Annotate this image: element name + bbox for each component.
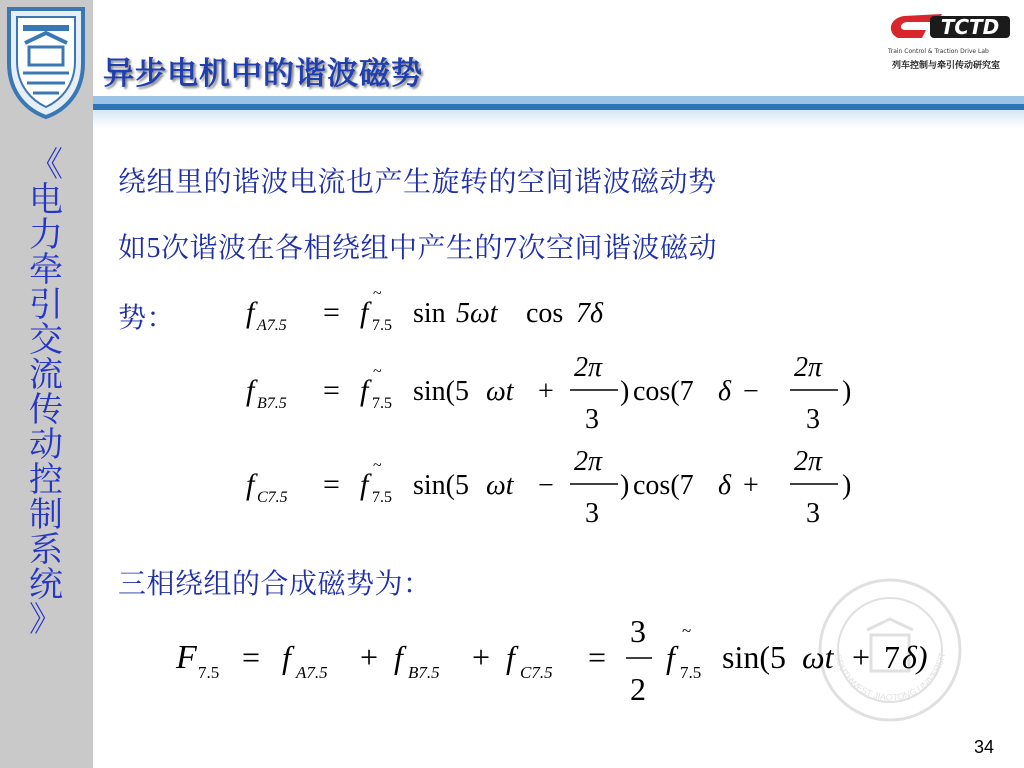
eq2-close1: )	[620, 376, 630, 407]
eq3-f2: f	[360, 468, 369, 501]
side-title-char: 电	[29, 180, 63, 220]
paragraph-3: 势：	[118, 301, 176, 334]
eq2-den1: 3	[585, 404, 599, 435]
side-title-char: 《	[29, 145, 63, 185]
watermark-text: SOUTHWEST JIAOTONG UNIVERSITY	[811, 567, 948, 703]
eq4-seven: 7	[884, 639, 900, 675]
university-logo	[3, 3, 89, 121]
side-course-title	[8, 145, 84, 640]
eq4-wt: ωt	[802, 639, 834, 675]
eq1-cos: cos	[526, 298, 564, 329]
eq3-tilde: ~	[373, 457, 382, 474]
header-bar-gradient	[93, 110, 1024, 128]
eq4-eq1: =	[242, 639, 261, 675]
lab-logo-name: 列车控制与牵引传动研究室	[892, 61, 1001, 71]
eq4-num: 3	[630, 613, 646, 649]
paragraph-2-a: 如	[118, 231, 147, 264]
eq1-sub2: 7.5	[372, 317, 392, 334]
eq2-wt: ωt	[486, 376, 514, 407]
side-title-char: 》	[29, 600, 63, 640]
header-bar-light	[93, 96, 1024, 104]
eq3-cos: cos(7	[633, 470, 694, 501]
eq2-cos: cos(7	[633, 376, 694, 407]
paragraph-2-c: 次空间谐波磁动	[517, 231, 718, 264]
paragraph-4: 三相绕组的合成磁势为：	[118, 567, 432, 600]
side-title-char: 统	[29, 565, 63, 605]
eq1-eq: =	[323, 296, 340, 329]
eq4-plus3: +	[852, 639, 871, 675]
side-title-char: 引	[29, 285, 63, 325]
side-title-char: 交	[29, 320, 63, 360]
side-title-char: 牵	[29, 250, 63, 290]
eq2-delta: δ	[718, 376, 732, 407]
paragraph-2-n2: 7	[503, 233, 518, 264]
eq3-num2: 2π	[794, 446, 823, 477]
eq4-plus2: +	[472, 639, 491, 675]
eq3-num1: 2π	[574, 446, 603, 477]
eq4-delta: δ)	[902, 639, 928, 675]
eq1-arg2: 7δ	[576, 298, 604, 329]
eq4-f: f	[666, 639, 675, 675]
eq1-tilde: ~	[373, 285, 382, 302]
eq2-minus: −	[743, 376, 759, 407]
equation-total	[172, 608, 972, 708]
eq4-plus1: +	[360, 639, 379, 675]
eq4-fc-sub: C7.5	[520, 663, 553, 682]
paragraph-2	[118, 226, 717, 266]
eq2-f2: f	[360, 374, 369, 407]
eq4-den: 2	[630, 671, 646, 707]
paragraph-2-n1: 5	[146, 233, 162, 264]
eq4-fb-sub: B7.5	[408, 663, 440, 682]
eq4-sin: sin(5	[722, 639, 786, 675]
eq2-sin: sin(5	[413, 376, 469, 407]
lab-logo	[882, 6, 1020, 76]
eq3-sub: C7.5	[257, 489, 288, 506]
side-title-char: 制	[29, 495, 63, 535]
eq2-tilde: ~	[373, 363, 382, 380]
eq3-eq: =	[323, 468, 340, 501]
eq4-fa-sub: A7.5	[296, 663, 328, 682]
eq2-num1: 2π	[574, 352, 603, 383]
eq3-sin: sin(5	[413, 470, 469, 501]
eq3-plus: +	[743, 470, 759, 501]
eq4-fb: f	[394, 639, 403, 675]
tctd-logo-mark	[882, 6, 1020, 46]
eq2-close2: )	[842, 376, 852, 407]
eq2-den2: 3	[806, 404, 820, 435]
eq1-arg1: 5ωt	[456, 298, 498, 329]
eq3-wt: ωt	[486, 470, 514, 501]
eq1-sub: A7.5	[257, 317, 287, 334]
eq2-plus: +	[538, 376, 554, 407]
paragraph-2-b: 次谐波在各相绕组中产生的	[161, 231, 504, 264]
eq2-eq: =	[323, 374, 340, 407]
eq3-close2: )	[842, 470, 852, 501]
eq4-eq2: =	[588, 639, 607, 675]
eq4-tilde: ~	[682, 621, 692, 640]
eq1-sin: sin	[413, 298, 446, 329]
eq2-num2: 2π	[794, 352, 823, 383]
equation-fb	[240, 348, 880, 438]
eq2-sub: B7.5	[257, 395, 287, 412]
eq1-f2: f	[360, 296, 369, 329]
slide-title: 异步电机中的谐波磁势	[103, 56, 423, 92]
tctd-brand-text: TCTD	[940, 15, 1000, 39]
equation-fc	[240, 442, 880, 532]
eq3-den2: 3	[806, 498, 820, 529]
eq3-sub2: 7.5	[372, 489, 392, 506]
eq2-sub2: 7.5	[372, 395, 392, 412]
eq3-den1: 3	[585, 498, 599, 529]
side-title-char: 力	[29, 215, 63, 255]
eq2-f: f	[246, 374, 255, 407]
side-title-char: 控	[29, 460, 63, 500]
eq4-fa: f	[282, 639, 291, 675]
eq4-fc: f	[506, 639, 515, 675]
side-title-char: 系	[29, 530, 63, 570]
side-title-char: 动	[29, 425, 63, 465]
eq3-minus1: −	[538, 470, 554, 501]
lab-logo-subtitle: Train Control & Traction Drive Lab	[888, 48, 989, 55]
eq3-close1: )	[620, 470, 630, 501]
eq4-f-sub: 7.5	[680, 663, 702, 682]
equation-fa	[240, 286, 660, 336]
eq3-f: f	[246, 468, 255, 501]
eq3-delta: δ	[718, 470, 732, 501]
eq1-f: f	[246, 296, 255, 329]
eq4-F: F	[176, 639, 197, 676]
eq4-sub: 7.5	[198, 663, 220, 682]
paragraph-1: 绕组里的谐波电流也产生旋转的空间谐波磁动势	[118, 165, 717, 198]
side-title-char: 传	[29, 390, 63, 430]
page-number: 34	[974, 737, 995, 757]
side-title-char: 流	[29, 355, 63, 395]
